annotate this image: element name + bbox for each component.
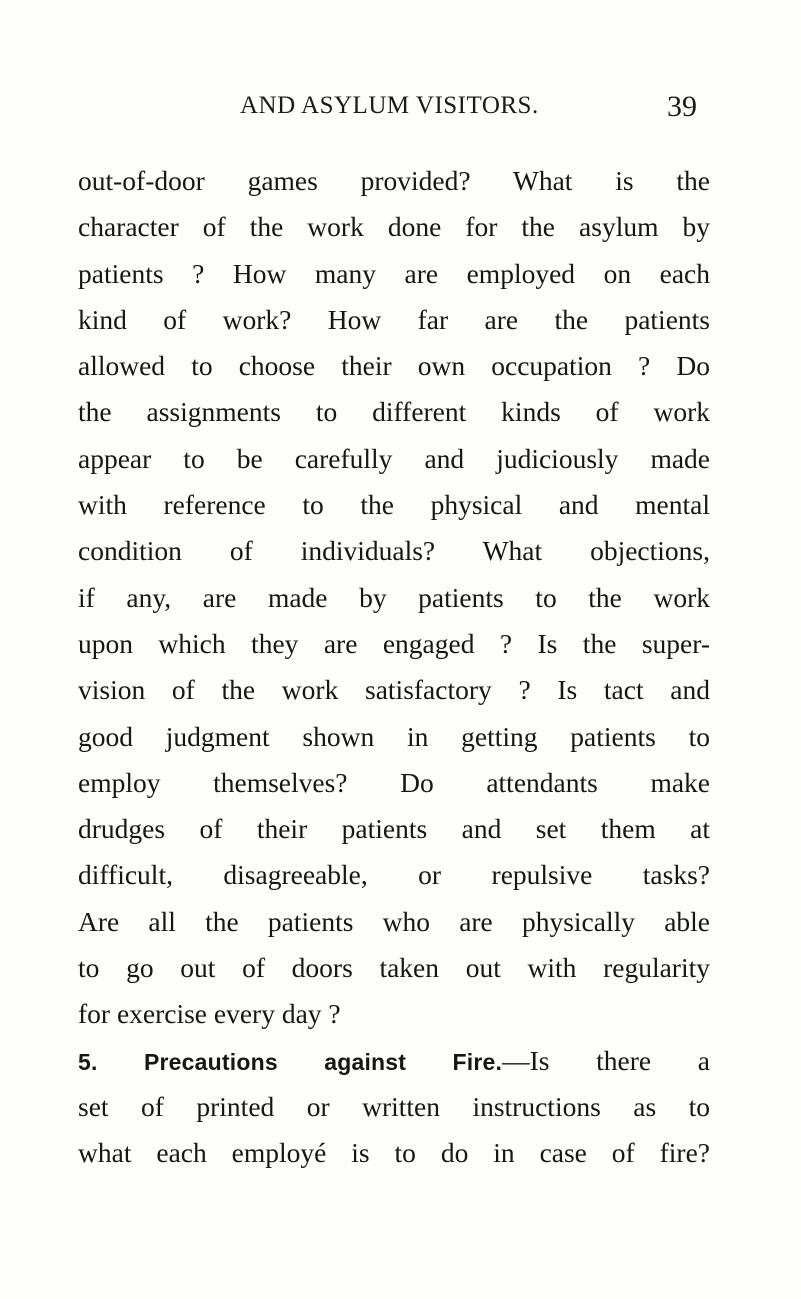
text-line: kind of work? How far are the patients (78, 303, 710, 335)
text-line: vision of the work satisfactory ? Is tact and (78, 674, 710, 706)
text-line: set of printed or written instructions as to (78, 1090, 710, 1122)
text-line: upon which they are engaged ? Is the super- (78, 627, 710, 659)
text-line: allowed to choose their own occupation ? Do (78, 350, 710, 382)
text-line: condition of individuals? What objections, (78, 535, 710, 567)
text-line: with reference to the physical and mental (78, 489, 710, 521)
text-line: out-of-door games provided? What is the (78, 165, 710, 196)
text-line: patients ? How many are employed on each (78, 257, 710, 289)
text-line: what each employé is to do in case of fire? (78, 1137, 710, 1169)
body-text (78, 158, 710, 1177)
text-line: Are all the patients who are physically able (78, 905, 710, 937)
text-line: the assignments to different kinds of work (78, 396, 710, 428)
text-line: appear to be carefully and judiciously made (78, 442, 710, 474)
page-number: 39 (667, 90, 697, 123)
text-line: drudges of their patients and set them at (78, 813, 710, 845)
section-heading-rest: —Is there a (502, 1044, 711, 1076)
section-heading: 5. Precautions against Fire. (78, 1048, 503, 1075)
text-line: for exercise every day ? (78, 998, 341, 1030)
text-line: good judgment shown in getting patients to (78, 720, 710, 752)
text-line: character of the work done for the asylum by (78, 211, 710, 243)
text-line: difficult, disagreeable, or repulsive tasks? (78, 859, 710, 891)
text-line: to go out of doors taken out with regularity (78, 952, 710, 984)
section-first-line (78, 1038, 710, 1084)
text-line: if any, are made by patients to the work (78, 581, 710, 613)
running-head: AND ASYLUM VISITORS. (240, 92, 539, 119)
text-line: employ themselves? Do attendants make (78, 766, 710, 798)
